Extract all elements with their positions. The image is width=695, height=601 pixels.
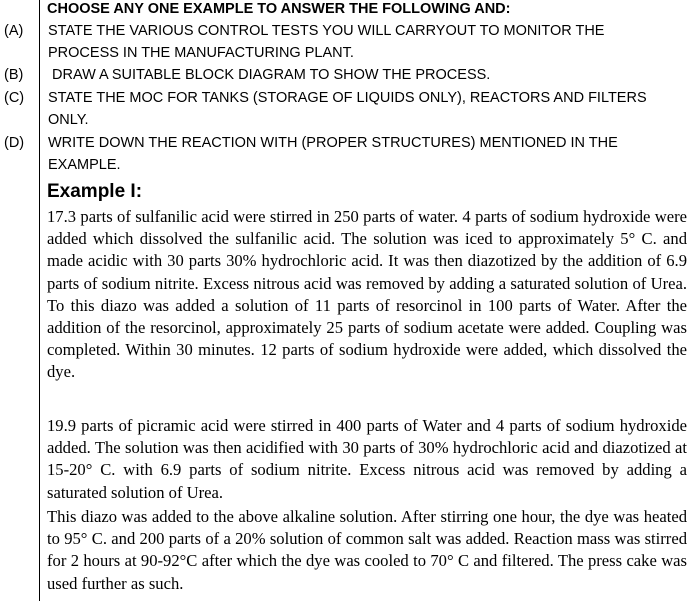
question-text: WRITE DOWN THE REACTION WITH (PROPER STRUCTURES) MENTIONED IN THE EXAMPLE. (48, 135, 618, 173)
example-paragraph-2: 19.9 parts of picramic acid were stirred in 400 parts of Water and 4 parts of sodium hydroxide added. The solution was then acidified with 30 parts of 30% hydrochloric acid and diazotized at 15-20° C. with 6.9 parts of sodium nitrite. Excess nitrous acid was removed by adding a saturated solution of Urea. (47, 416, 687, 502)
question-label: (A) (4, 23, 24, 39)
example-title: Example I: (47, 181, 143, 202)
example-paragraph-3: This diazo was added to the above alkaline solution. After stirring one hour, the dye was heated to 95° C. and 200 parts of a 20% solution of common salt was added. Reaction mass was stirred for 2 hours at 90-92°C after which the dye was cooled to 70° C and filtered. The press cake was used further as such. (47, 507, 687, 593)
question-label: (D) (4, 135, 25, 151)
question-text: STATE THE VARIOUS CONTROL TESTS YOU WILL CARRYOUT TO MONITOR THE PROCESS IN THE MANUFACTURING PLANT. (48, 23, 605, 61)
question-label: (C) (4, 90, 25, 106)
question-label: (B) (4, 67, 24, 83)
example-paragraph-1: 17.3 parts of sulfanilic acid were stirred in 250 parts of water. 4 parts of sodium hydroxide were added which dissolved the sulfanilic acid. The solution was iced to approximately 5° C. and made acidic with 30 parts 30% hydrochloric acid. It was then diazotized by the addition of 6.9 parts of sodium nitrite. Excess nitrous acid was removed by adding a saturated solution of Urea. To this diazo was added a solution of 11 parts of resorcinol in 100 parts of Water. After the addition of the resorcinol, approximately 25 parts of sodium acetate were added. Coupling was completed. Within 30 minutes. 12 parts of sodium hydroxide were added, which dissolved the dye. (47, 207, 687, 382)
margin-rule (39, 0, 40, 601)
question-text: STATE THE MOC FOR TANKS (STORAGE OF LIQUIDS ONLY), REACTORS AND FILTERS ONLY. (48, 90, 647, 128)
instructions-heading: CHOOSE ANY ONE EXAMPLE TO ANSWER THE FOLLOWING AND: (47, 1, 511, 17)
question-text: DRAW A SUITABLE BLOCK DIAGRAM TO SHOW THE PROCESS. (52, 67, 491, 83)
